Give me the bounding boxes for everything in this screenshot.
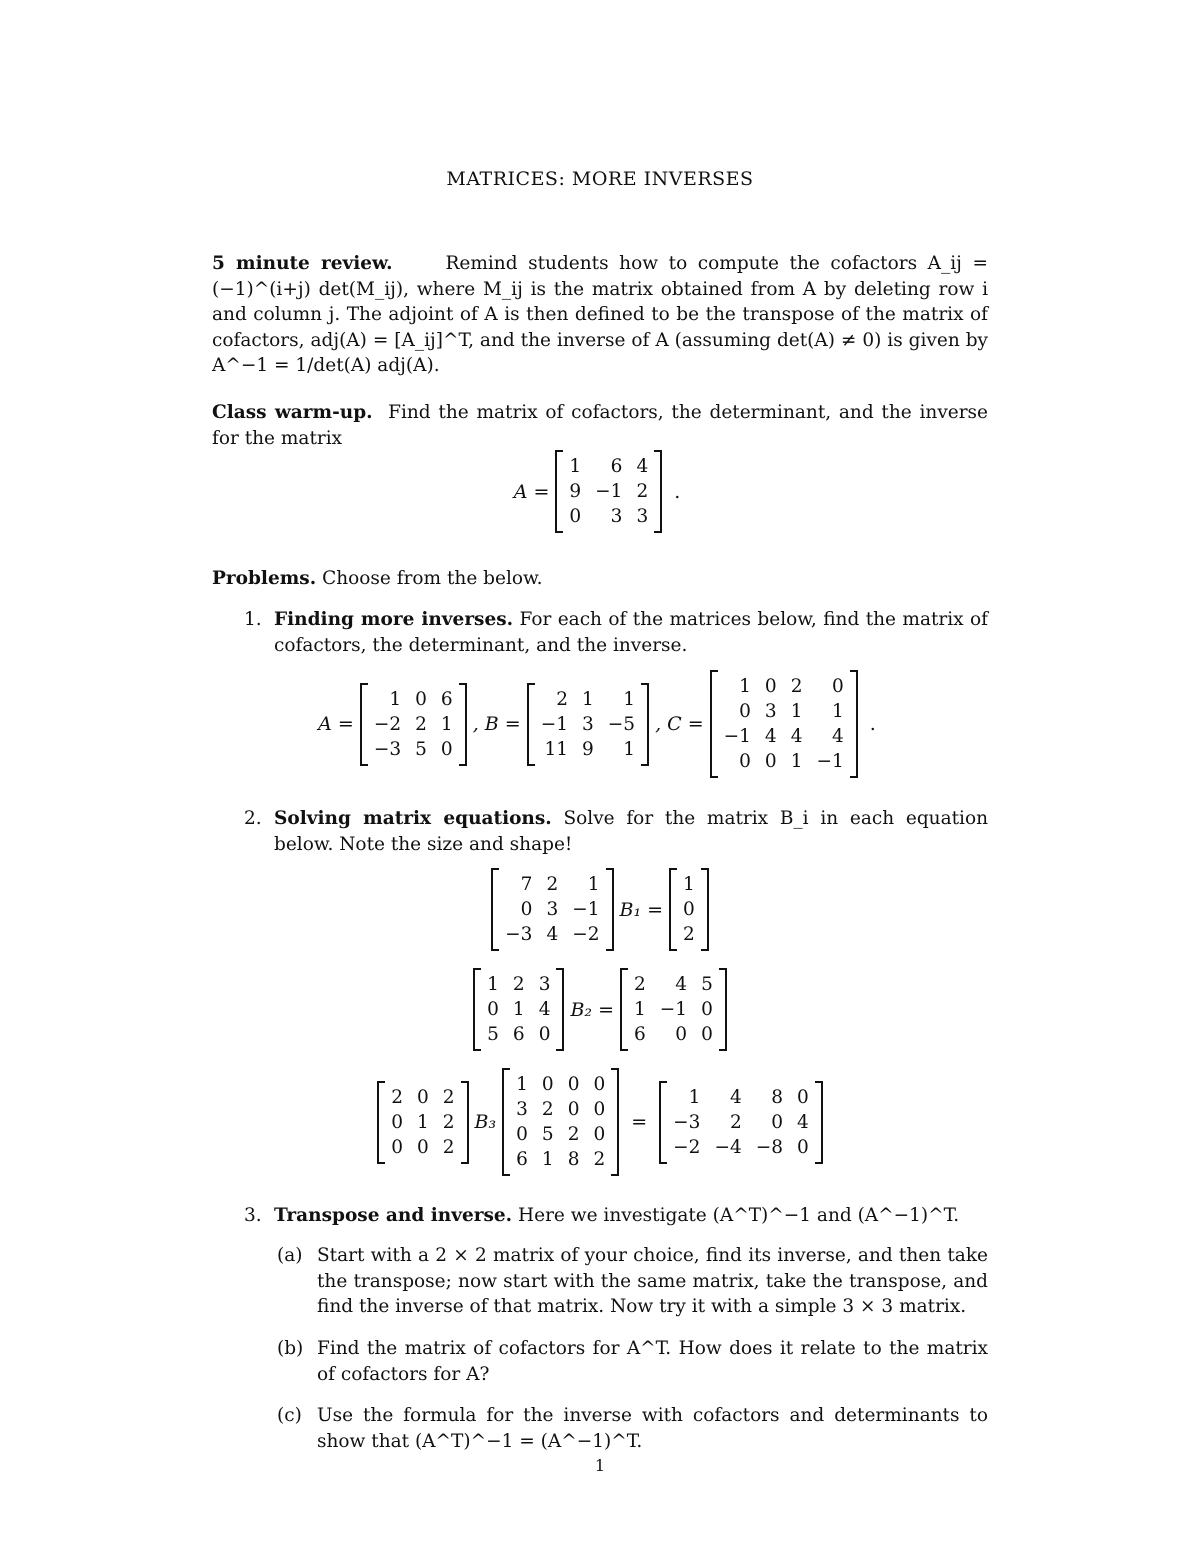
matrix-entry: 0 [739, 701, 751, 722]
matrix-entry: 9 [582, 738, 594, 760]
matrix-entry: 5 [541, 1124, 554, 1145]
matrix-entry: −1 [595, 481, 623, 502]
problem-1-a-label: A = [318, 713, 354, 735]
page-title: MATRICES: MORE INVERSES [446, 168, 754, 190]
matrix-entry: 3 [610, 506, 623, 527]
matrix-entry: 0 [701, 999, 713, 1020]
matrix-entry: −2 [673, 1136, 701, 1158]
matrix-entry: 0 [701, 1024, 713, 1045]
problem-1-matrix-a [360, 685, 467, 764]
matrix-entry: 0 [541, 1074, 554, 1095]
warmup-heading: Class warm-up. [212, 402, 373, 423]
equation-3-variable: B₃ [474, 1111, 497, 1133]
matrix-entry: −1 [659, 999, 688, 1020]
matrix-entry: 5 [415, 738, 427, 760]
matrix-entry: 4 [675, 974, 688, 995]
matrix-entry: 0 [764, 676, 777, 697]
problem-1-matrix-b [527, 685, 649, 764]
problem-1 [244, 607, 988, 658]
matrix-entry: 2 [729, 1111, 742, 1133]
page-number: 1 [594, 1456, 606, 1475]
matrix-entry: 1 [688, 1086, 701, 1108]
matrix-entry: 1 [634, 999, 646, 1020]
matrix-entry: 3 [538, 974, 551, 995]
matrix-entry: 2 [442, 1086, 455, 1108]
problem-1-b-label: , B = [472, 713, 521, 735]
matrix-entry: −3 [505, 924, 533, 945]
matrix-entry: 0 [593, 1074, 606, 1095]
matrix-entry: 6 [516, 1149, 528, 1170]
matrix-entry: −8 [755, 1136, 784, 1158]
matrix-entry: 1 [831, 701, 844, 722]
problem-3c [277, 1403, 988, 1454]
equation-3 [0, 1070, 1200, 1174]
matrix-entry: 0 [675, 1024, 688, 1045]
matrix-entry: 2 [415, 713, 427, 735]
problem-3b [277, 1336, 988, 1387]
matrix-entry: −1 [816, 751, 844, 772]
matrix-entry: 0 [538, 1024, 551, 1045]
matrix-entry: 4 [546, 924, 559, 945]
matrix-entry: 2 [790, 676, 803, 697]
matrix-entry: 0 [593, 1124, 606, 1145]
matrix-entry: −1 [540, 713, 568, 735]
matrix-entry: 6 [440, 688, 453, 710]
matrix-entry: 4 [831, 726, 844, 747]
matrix-entry: 1 [683, 874, 695, 895]
matrix-entry: 2 [593, 1149, 606, 1170]
problem-3a-number: (a) [277, 1245, 303, 1266]
matrix-entry: −2 [572, 924, 600, 945]
matrix-entry: 2 [442, 1111, 455, 1133]
matrix-entry: 6 [512, 1024, 525, 1045]
matrix-entry: 4 [636, 456, 649, 477]
matrix-entry: 1 [790, 701, 803, 722]
matrix-entry: 0 [593, 1099, 606, 1120]
matrix-entry: 6 [634, 1024, 646, 1045]
equation-2-right-matrix [620, 970, 727, 1049]
equation-3-right-matrix [659, 1083, 823, 1162]
problems-text: Choose from the below. [322, 568, 543, 589]
matrix-entry: 5 [487, 1024, 499, 1045]
problems-heading: Problems. [212, 568, 317, 589]
equation-3-equals: = [631, 1111, 648, 1133]
warmup-matrix-equation [0, 452, 1200, 531]
matrix-entry: 1 [487, 974, 499, 995]
matrix-entry: 0 [415, 688, 427, 710]
matrix-entry: 7 [520, 874, 533, 895]
matrix-entry: 1 [389, 688, 402, 710]
matrix-entry: 1 [541, 1149, 554, 1170]
warmup-text: Find the matrix of cofactors, the determinant, and the inverse for the matrix [212, 402, 988, 449]
problem-3c-text: Use the formula for the inverse with cofactors and determinants to show that (A^T)^−1 = (A^−1)^T. [317, 1405, 988, 1452]
equation-2-left-matrix [473, 970, 564, 1049]
problem-2 [244, 806, 988, 857]
problem-1-matrix-c [710, 672, 858, 776]
problem-1-heading: Finding more inverses. [274, 609, 514, 630]
matrix-entry: 0 [797, 1136, 809, 1158]
problem-1-c-label: , C = [655, 713, 704, 735]
matrix-entry: 1 [569, 456, 582, 477]
equation-3-middle-matrix [502, 1070, 619, 1174]
problem-1-period: . [869, 713, 876, 735]
warmup-paragraph [212, 400, 988, 451]
matrix-entry: −3 [373, 738, 402, 760]
matrix-entry: 1 [623, 688, 636, 710]
matrix-entry: 3 [546, 899, 559, 920]
matrix-entry: 11 [544, 738, 568, 760]
problems-paragraph [212, 566, 988, 592]
problem-3c-number: (c) [277, 1405, 302, 1426]
matrix-entry: 0 [416, 1136, 429, 1158]
matrix-entry: 0 [797, 1086, 809, 1108]
matrix-entry: −4 [714, 1136, 742, 1158]
matrix-entry: 0 [567, 1099, 580, 1120]
warmup-matrix [555, 452, 662, 531]
matrix-entry: 1 [516, 1074, 528, 1095]
warmup-period: . [674, 480, 681, 503]
matrix-entry: 2 [567, 1124, 580, 1145]
matrix-entry: 2 [636, 481, 649, 502]
matrix-entry: 0 [416, 1086, 429, 1108]
warmup-matrix-label: A = [513, 480, 550, 503]
matrix-entry: 0 [831, 676, 844, 697]
problem-3b-number: (b) [277, 1338, 304, 1359]
problem-3-number: 3. [244, 1205, 262, 1226]
matrix-entry: 3 [764, 701, 777, 722]
problem-3-heading: Transpose and inverse. [274, 1205, 513, 1226]
matrix-entry: 1 [582, 688, 594, 710]
matrix-entry: −1 [723, 726, 751, 747]
matrix-entry: 0 [771, 1111, 784, 1133]
problem-1-matrices [0, 672, 1200, 776]
matrix-entry: 2 [556, 688, 568, 710]
matrix-entry: 9 [569, 481, 582, 502]
matrix-entry: 2 [541, 1099, 554, 1120]
equation-1-right-matrix [669, 870, 709, 949]
matrix-entry: 3 [582, 713, 594, 735]
matrix-entry: 0 [391, 1136, 403, 1158]
equation-1-left-matrix [491, 870, 613, 949]
matrix-entry: 1 [790, 751, 803, 772]
matrix-entry: 2 [546, 874, 559, 895]
matrix-entry: 4 [790, 726, 803, 747]
equation-1 [0, 870, 1200, 949]
matrix-entry: −1 [572, 899, 600, 920]
matrix-entry: 4 [538, 999, 551, 1020]
matrix-entry: 0 [487, 999, 499, 1020]
matrix-entry: 0 [567, 1074, 580, 1095]
equation-1-variable: B₁ = [619, 898, 664, 921]
matrix-entry: 1 [416, 1111, 429, 1133]
problem-3b-text: Find the matrix of cofactors for A^T. How does it relate to the matrix of cofactors for A? [317, 1338, 988, 1385]
matrix-entry: 5 [701, 974, 713, 995]
equation-2 [0, 970, 1200, 1049]
matrix-entry: −5 [607, 713, 636, 735]
matrix-entry: 0 [516, 1124, 528, 1145]
matrix-entry: 3 [636, 506, 649, 527]
matrix-entry: 0 [391, 1111, 403, 1133]
equation-3-left-matrix [377, 1083, 468, 1162]
review-paragraph [212, 251, 988, 379]
matrix-entry: 2 [442, 1136, 455, 1158]
matrix-entry: −3 [673, 1111, 701, 1133]
matrix-entry: 1 [440, 713, 453, 735]
equation-2-variable: B₂ = [570, 998, 615, 1021]
matrix-entry: 8 [771, 1086, 784, 1108]
matrix-entry: 2 [391, 1086, 403, 1108]
matrix-entry: 3 [516, 1099, 528, 1120]
matrix-entry: 2 [683, 924, 695, 945]
problem-2-number: 2. [244, 808, 262, 829]
matrix-entry: 1 [587, 874, 600, 895]
matrix-entry: −2 [373, 713, 402, 735]
review-heading: 5 minute review. [212, 253, 393, 274]
matrix-entry: 0 [764, 751, 777, 772]
matrix-entry: 0 [520, 899, 533, 920]
matrix-entry: 1 [739, 676, 751, 697]
problem-2-heading: Solving matrix equations. [274, 808, 552, 829]
matrix-entry: 1 [623, 738, 636, 760]
matrix-entry: 4 [764, 726, 777, 747]
problem-3-text: Here we investigate (A^T)^−1 and (A^−1)^T. [518, 1205, 960, 1226]
problem-3a-text: Start with a 2 × 2 matrix of your choice, find its inverse, and then take the transpose; now start with the same matrix, take the transpose, and find the inverse of that matrix. Now try it with a simple 3 × 3 matrix. [317, 1245, 988, 1317]
problem-2-text: Solve for the matrix B_i in each equation below. Note the size and shape! [274, 808, 989, 855]
matrix-entry: 2 [634, 974, 646, 995]
matrix-entry: 0 [440, 738, 453, 760]
matrix-entry: 0 [683, 899, 695, 920]
matrix-entry: 6 [610, 456, 623, 477]
matrix-entry: 1 [512, 999, 525, 1020]
matrix-entry: 2 [512, 974, 525, 995]
matrix-entry: 4 [797, 1111, 809, 1133]
matrix-entry: 4 [729, 1086, 742, 1108]
matrix-entry: 0 [569, 506, 582, 527]
problem-1-text: For each of the matrices below, find the matrix of cofactors, the determinant, and the inverse. [274, 609, 988, 656]
problem-3 [244, 1203, 988, 1229]
matrix-entry: 0 [739, 751, 751, 772]
review-text: Remind students how to compute the cofactors A_ij = (−1)^(i+j) det(M_ij), where M_ij is the matrix obtained from A by deleting row i and column j. The adjoint of A is then defined to be the transpose of the matrix of cofactors, adj(A) = [A_ij]^T, and the inverse of A (assuming det(A) ≠ 0) is given by A^−1 = 1/det(A) adj(A). [212, 253, 989, 376]
problem-3a [277, 1243, 988, 1320]
matrix-entry: 8 [567, 1149, 580, 1170]
problem-1-number: 1. [244, 609, 262, 630]
